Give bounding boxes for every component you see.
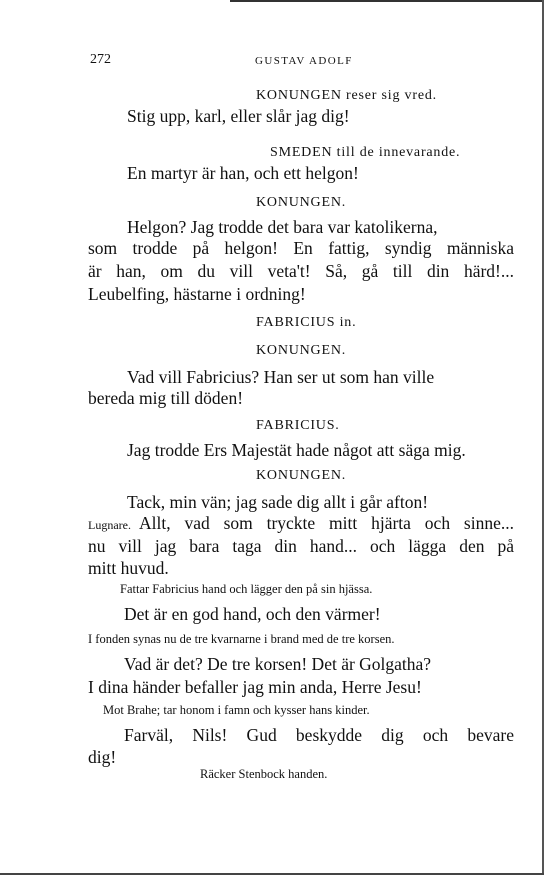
- dialogue-line: Det är en god hand, och den värmer!: [124, 604, 381, 624]
- dialogue-line: Vad är det? De tre korsen! Det är Golgatha?: [124, 654, 432, 674]
- dialogue-line-with-direction: [88, 513, 514, 534]
- dialogue-line: nu vill jag bara taga din hand... och lägga den på: [88, 536, 514, 556]
- dialogue-line: Leubelfing, hästarne i ordning!: [88, 284, 306, 304]
- dialogue-line: En martyr är han, och ett helgon!: [127, 163, 359, 183]
- page-number: 272: [90, 52, 111, 67]
- running-title: GUSTAV ADOLF: [255, 55, 353, 67]
- speaker-fabricius: FABRICIUS.: [256, 418, 340, 433]
- dialogue-line: Vad vill Fabricius? Han ser ut som han ville: [127, 367, 435, 387]
- dialogue-line: I dina händer befaller jag min anda, Herre Jesu!: [88, 677, 422, 697]
- top-edge-rule: [230, 0, 544, 2]
- dialogue-line: Helgon? Jag trodde det bara var katolikerna,: [127, 217, 438, 237]
- stage-direction: Mot Brahe; tar honom i famn och kysser hans kinder.: [103, 703, 370, 717]
- dialogue-line: mitt huvud.: [88, 558, 169, 578]
- dialogue-line: bereda mig till döden!: [88, 388, 244, 408]
- stage-direction-konungen-reser: KONUNGEN reser sig vred.: [256, 88, 437, 103]
- stage-direction: Fattar Fabricius hand och lägger den på sin hjässa.: [120, 582, 373, 596]
- inline-stage-direction: Lugnare.: [88, 518, 131, 532]
- speaker-konungen: KONUNGEN.: [256, 343, 347, 358]
- stage-direction: I fonden synas nu de tre kvarnarne i brand med de tre korsen.: [88, 632, 395, 646]
- dialogue-line: dig!: [88, 747, 117, 767]
- dialogue-line: är han, om du vill veta't! Så, gå till din härd!...: [88, 261, 514, 281]
- speaker-konungen: KONUNGEN.: [256, 195, 347, 210]
- dialogue-line: Tack, min vän; jag sade dig allt i går afton!: [127, 492, 429, 512]
- stage-direction: Räcker Stenbock handen.: [200, 767, 328, 781]
- stage-direction-smeden: SMEDEN till de innevarande.: [270, 145, 461, 160]
- dialogue-text: Allt, vad som tryckte mitt hjärta och sinne...: [138, 513, 514, 533]
- dialogue-line: Stig upp, karl, eller slår jag dig!: [127, 106, 350, 126]
- dialogue-line: Farväl, Nils! Gud beskydde dig och bevare: [124, 725, 514, 745]
- dialogue-line: som trodde på helgon! En fattig, syndig människa: [88, 238, 514, 258]
- dialogue-line: Jag trodde Ers Majestät hade något att säga mig.: [127, 440, 466, 460]
- speaker-konungen: KONUNGEN.: [256, 468, 347, 483]
- stage-direction-fabricius-in: FABRICIUS in.: [256, 315, 357, 330]
